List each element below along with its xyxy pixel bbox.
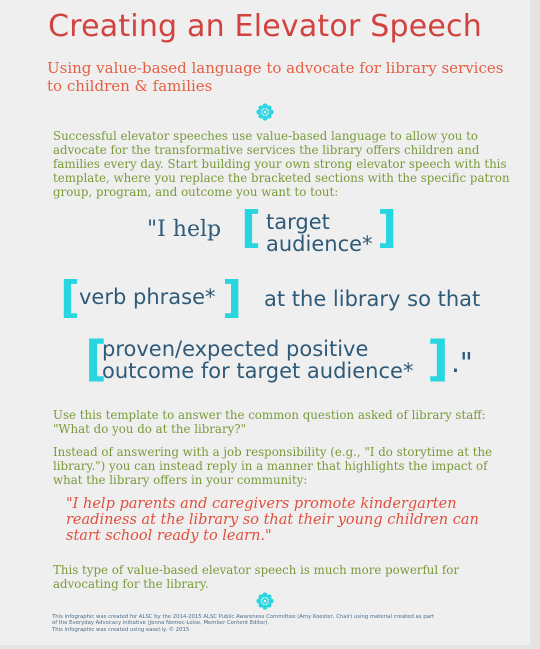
outcome-line-2: outcome for target audience*	[102, 359, 414, 383]
bracket-open-target: [	[241, 202, 262, 253]
powerful-paragraph: This type of value-based elevator speech is much more powerful for advocating for the library.	[53, 563, 460, 591]
target-audience-placeholder	[266, 211, 373, 255]
bracket-open-verb: [	[60, 272, 81, 323]
page-title: Creating an Elevator Speech	[48, 9, 482, 44]
bracket-open-outcome: [	[85, 331, 107, 387]
intro-paragraph: Successful elevator speeches use value-based language to allow you to advocate for the transformative services the library offers children and families every day. Start building your own strong elevator speech with this template, where you replace the bracketed sections with the specific patron group, program, and outcome you want to tout:	[53, 129, 510, 199]
subtitle: Using value-based language to advocate for library services to children & families	[47, 59, 504, 95]
instead-paragraph: Instead of answering with a job responsibility (e.g., "I do storytime at the library.") you can instead reply in a manner that highlights the impact of what the library offers in your community:	[53, 445, 493, 487]
bracket-close-outcome: ]	[427, 331, 449, 387]
page-edge-bottom	[0, 645, 540, 649]
verb-phrase-placeholder: verb phrase*	[79, 285, 216, 309]
target-line-2: audience*	[266, 232, 373, 256]
page-edge-right	[530, 0, 540, 649]
example-quote: "I help parents and caregivers promote kindergarten readiness at the library so that their young children can start school ready to learn."	[66, 496, 479, 544]
flower-divider-icon	[255, 102, 275, 122]
outcome-line-1: proven/expected positive	[102, 337, 369, 361]
target-line-1: target	[266, 210, 330, 234]
template-i-help: "I help	[147, 217, 222, 242]
credits-line-1: This infographic was created for ALSC by the 2014-2015 ALSC Public Awareness Committee (Amy Koester, Chair) using material created as part	[52, 614, 435, 620]
bracket-close-target: ]	[377, 202, 398, 253]
template-at-library: at the library so that	[264, 287, 481, 311]
template-closing: ."	[451, 346, 473, 379]
bracket-close-verb: ]	[222, 272, 243, 323]
credits-line-3: This infographic was created using easel.ly. © 2015	[52, 626, 190, 633]
credits-line-2: of the Everyday Advocacy initiative (Jenna Nemec-Loise, Member Content Editor).	[52, 620, 270, 627]
flower-divider-icon	[255, 591, 275, 611]
usage-paragraph: Use this template to answer the common question asked of library staff: "What do you do at the library?"	[53, 408, 486, 436]
outcome-placeholder	[102, 338, 413, 382]
credits	[52, 614, 522, 633]
